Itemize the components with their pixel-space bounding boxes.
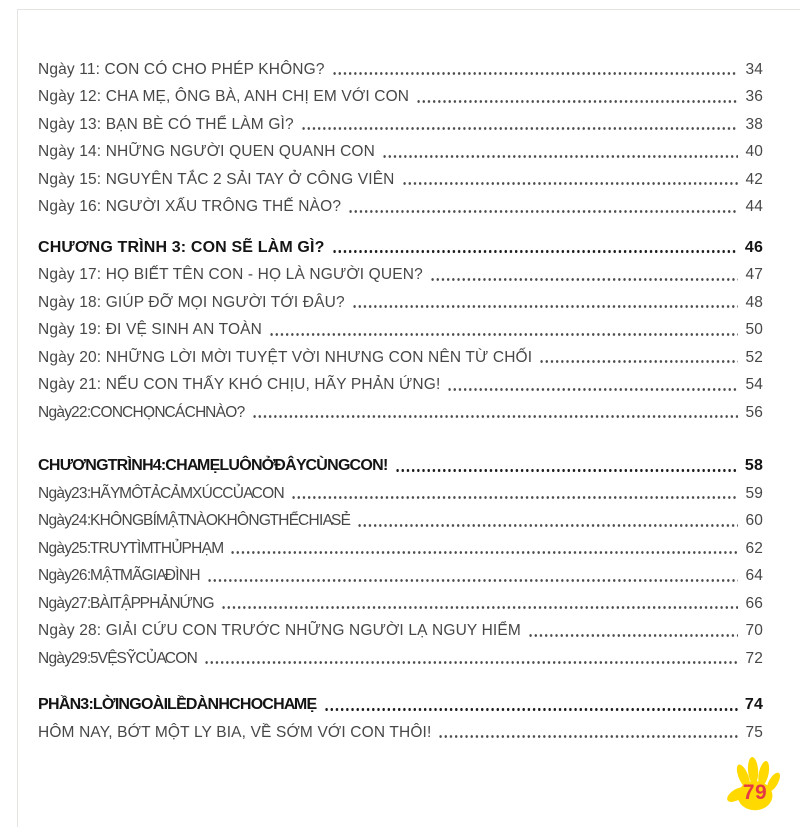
dot-leader — [207, 579, 738, 582]
chapter-title: PHẦN 3: LỜI NGOÀI LỀ DÀNH CHO CHA MẸ — [38, 696, 317, 714]
chapter-page-number: 58 — [744, 457, 763, 475]
toc-entry-row — [38, 508, 763, 536]
dot-leader — [395, 469, 738, 472]
dot-leader — [269, 333, 738, 336]
chapter-page-number: 74 — [744, 696, 763, 714]
entry-title: Ngày 16: NGƯỜI XẤU TRÔNG THẾ NÀO? — [38, 198, 342, 216]
toc-chapter-row — [38, 692, 763, 720]
toc-list — [38, 56, 763, 747]
dot-leader — [402, 182, 738, 185]
page-number: 79 — [742, 781, 768, 805]
dot-leader — [332, 72, 738, 75]
dot-leader — [416, 100, 738, 103]
entry-title: Ngày 19: ĐI VỆ SINH AN TOÀN — [38, 321, 263, 339]
table-of-contents — [38, 56, 763, 747]
entry-title: Ngày 20: NHỮNG LỜI MỜI TUYỆT VỜI NHƯNG CON NÊN TỪ CHỐI — [38, 348, 533, 366]
toc-entry-row — [38, 645, 763, 673]
toc-entry-row — [38, 372, 763, 400]
entry-page-number: 44 — [745, 198, 763, 216]
toc-entry-row — [38, 344, 763, 372]
entry-title: Ngày 13: BẠN BÈ CÓ THỂ LÀM GÌ? — [38, 115, 294, 133]
toc-group — [38, 453, 763, 673]
page-number-badge — [723, 755, 787, 817]
entry-title: Ngày 12: CHA MẸ, ÔNG BÀ, ANH CHỊ EM VỚI CON — [38, 88, 410, 106]
dot-leader — [430, 278, 738, 281]
entry-page-number: 62 — [745, 539, 763, 557]
chapter-title: CHƯƠNG TRÌNH 3: CON SẼ LÀM GÌ? — [38, 238, 325, 256]
dot-leader — [357, 524, 738, 527]
toc-entry-row — [38, 563, 763, 591]
page-edge-left — [17, 9, 18, 827]
dot-leader — [230, 551, 738, 554]
entry-title: Ngày 22: CON CHỌN CÁCH NÀO? — [38, 403, 245, 421]
entry-title: Ngày 28: GIẢI CỨU CON TRƯỚC NHỮNG NGƯỜI LẠ NGUY HIỂM — [38, 622, 521, 640]
page-edge-top — [17, 9, 800, 10]
dot-leader — [324, 708, 738, 711]
entry-page-number: 36 — [745, 88, 763, 106]
entry-page-number: 48 — [745, 293, 763, 311]
toc-chapter-row — [38, 234, 763, 262]
chapter-title: CHƯƠNG TRÌNH 4: CHA MẸ LUÔN Ở ĐÂY CÙNG CON! — [38, 457, 388, 475]
entry-page-number: 38 — [745, 115, 763, 133]
entry-page-number: 56 — [745, 403, 763, 421]
entry-page-number: 54 — [745, 376, 763, 394]
toc-entry-row — [38, 399, 763, 427]
toc-entry-row — [38, 194, 763, 222]
toc-entry-row — [38, 139, 763, 167]
entry-page-number: 42 — [745, 170, 763, 188]
toc-entry-row — [38, 618, 763, 646]
entry-page-number: 52 — [745, 348, 763, 366]
dot-leader — [352, 305, 738, 308]
toc-entry-row — [38, 317, 763, 345]
entry-page-number: 66 — [745, 594, 763, 612]
toc-entry-row — [38, 719, 763, 747]
entry-title: Ngày 25: TRUY TÌM THỦ PHẠM — [38, 539, 224, 557]
dot-leader — [382, 155, 738, 158]
entry-title: Ngày 21: NẾU CON THẤY KHÓ CHỊU, HÃY PHẢN ỨNG! — [38, 376, 441, 394]
entry-title: Ngày 26: MẬT MÃ GIA ĐÌNH — [38, 567, 200, 585]
toc-entry-row — [38, 111, 763, 139]
entry-page-number: 50 — [745, 321, 763, 339]
dot-leader — [447, 388, 738, 391]
entry-title: Ngày 18: GIÚP ĐỠ MỌI NGƯỜI TỚI ĐÂU? — [38, 293, 345, 311]
dot-leader — [301, 127, 738, 130]
entry-page-number: 59 — [745, 484, 763, 502]
entry-page-number: 70 — [745, 622, 763, 640]
toc-entry-row — [38, 84, 763, 112]
dot-leader — [528, 634, 738, 637]
entry-title: Ngày 14: NHỮNG NGƯỜI QUEN QUANH CON — [38, 143, 375, 161]
dot-leader — [348, 210, 738, 213]
toc-group — [38, 56, 763, 221]
toc-entry-row — [38, 535, 763, 563]
dot-leader — [252, 415, 738, 418]
toc-entry-row — [38, 56, 763, 84]
entry-title: Ngày 15: NGUYÊN TẮC 2 SẢI TAY Ở CÔNG VIÊN — [38, 170, 395, 188]
toc-entry-row — [38, 262, 763, 290]
entry-title: Ngày 27: BÀI TẬP PHẢN ỨNG — [38, 594, 214, 612]
entry-title: HÔM NAY, BỚT MỘT LY BIA, VỀ SỚM VỚI CON THÔI! — [38, 723, 432, 741]
entry-page-number: 72 — [745, 649, 763, 667]
toc-entry-row — [38, 289, 763, 317]
entry-page-number: 40 — [745, 143, 763, 161]
entry-title: Ngày 23: HÃY MÔ TẢ CẢM XÚC CỦA CON — [38, 484, 284, 502]
dot-leader — [291, 496, 738, 499]
entry-page-number: 34 — [745, 60, 763, 78]
entry-title: Ngày 29: 5 VỆ SỸ CỦA CON — [38, 649, 198, 667]
dot-leader — [332, 250, 738, 253]
dot-leader — [221, 606, 738, 609]
entry-page-number: 64 — [745, 567, 763, 585]
toc-entry-row — [38, 480, 763, 508]
toc-entry-row — [38, 590, 763, 618]
dot-leader — [204, 661, 738, 664]
dot-leader — [539, 360, 738, 363]
entry-title: Ngày 11: CON CÓ CHO PHÉP KHÔNG? — [38, 60, 325, 78]
chapter-page-number: 46 — [744, 238, 763, 256]
dot-leader — [438, 735, 738, 738]
toc-group — [38, 234, 763, 427]
entry-title: Ngày 24: KHÔNG BÍ MẬT NÀO KHÔNG THỂ CHIA SẺ — [38, 512, 351, 530]
entry-page-number: 47 — [745, 266, 763, 284]
toc-entry-row — [38, 166, 763, 194]
toc-chapter-row — [38, 453, 763, 481]
entry-page-number: 75 — [745, 723, 763, 741]
entry-page-number: 60 — [745, 512, 763, 530]
toc-group — [38, 692, 763, 747]
entry-title: Ngày 17: HỌ BIẾT TÊN CON - HỌ LÀ NGƯỜI QUEN? — [38, 266, 423, 284]
